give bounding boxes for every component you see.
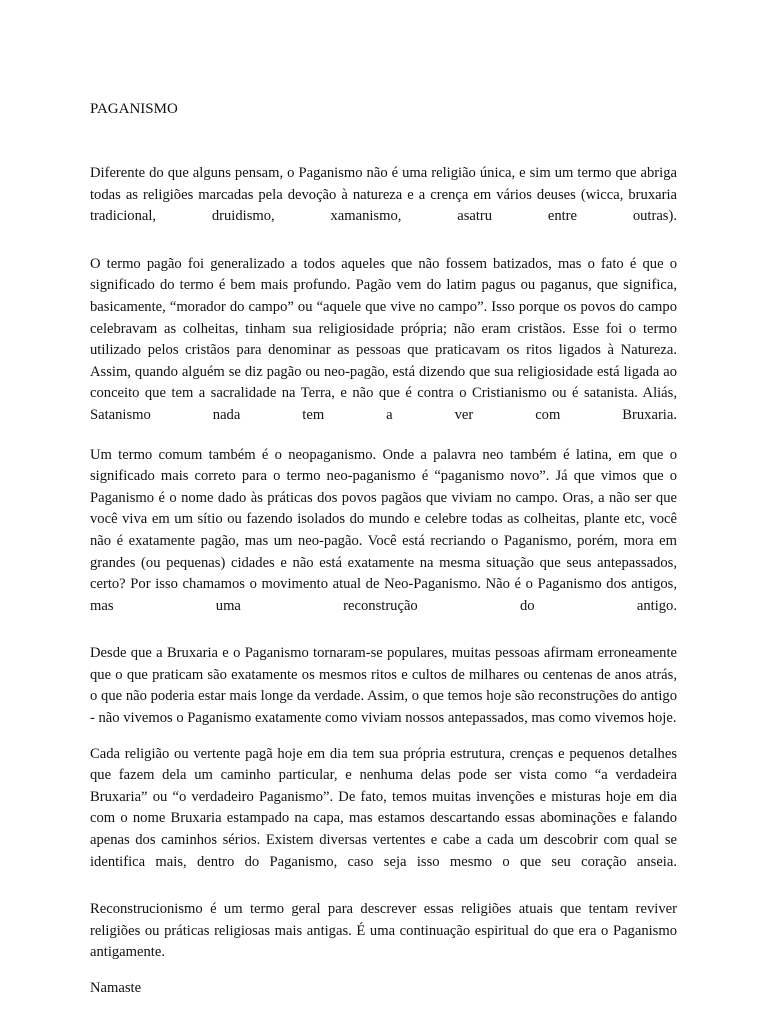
paragraph-bruxaria-popular: Desde que a Bruxaria e o Paganismo tornaram-se populares, muitas pessoas afirmam erroneamente que o que praticam são exatamente os mesmos ritos e cultos de milhares ou centenas de anos atrás, o que não poderia estar mais longe da verdade. Assim, o que temos hoje são reconstruções do antigo - não vivemos o Paganismo exatamente como viviam nossos antepassados, mas como vivemos hoje. <box>90 645 677 727</box>
paragraph-reconstrucionismo: Reconstrucionismo é um termo geral para descrever essas religiões atuais que tentam reviver religiões ou práticas religiosas mais antigas. É uma continuação espiritual do que era o Paganismo antigamente. <box>90 901 677 961</box>
paragraph-intro: Diferente do que alguns pensam, o Paganismo não é uma religião única, e sim um termo que abriga todas as religiões marcadas pela devoção à natureza e a crença em vários deuses (wicca, bruxaria tradicional, druidismo, xamanismo, asatru entre outras). <box>90 165 677 225</box>
document-title: PAGANISMO <box>90 101 178 117</box>
paragraph-vertentes: Cada religião ou vertente pagã hoje em dia tem sua própria estrutura, crenças e pequenos detalhes que fazem dela um caminho particular, e nenhuma delas pode ser vista como “a verdadeira Bruxaria” ou “o verdadeiro Paganismo”. De fato, temos muitas invenções e misturas hoje em dia com o nome Bruxaria estampado na capa, mas estamos descartando essas abominações e falando apenas dos caminhos sérios. Existem diversas vertentes e cabe a cada um descobrir com qual se identifica mais, dentro do Paganismo, caso seja isso mesmo o que seu coração anseia. <box>90 745 677 870</box>
paragraph-closing: Namaste <box>90 980 142 996</box>
paragraph-neopaganismo: Um termo comum também é o neopaganismo. Onde a palavra neo também é latina, em que o significado mais correto para o termo neo-paganismo é “paganismo novo”. Já que vimos que o Paganismo é o nome dado às práticas dos povos pagãos que viviam no campo. Oras, a não ser que você viva em um sítio ou fazendo isolados do mundo e celebre todas as colheitas, plante etc, você não é exatamente pagão, mas um neo-pagão. Você está recriando o Paganismo, porém, mora em grandes (ou pequenas) cidades e não está exatamente na mesma situação que seus antepassados, certo? Por isso chamamos o movimento atual de Neo-Paganismo. Não é o Paganismo dos antigos, mas uma reconstrução do antigo. <box>90 446 677 614</box>
paragraph-termo-pagao: O termo pagão foi generalizado a todos aqueles que não fossem batizados, mas o fato é que o significado do termo é bem mais profundo. Pagão vem do latim pagus ou paganus, que significa, basicamente, “morador do campo” ou “aquele que vive no campo”. Isso porque os povos do campo celebravam as colheitas, tinham sua religiosidade própria; não eram cristãos. Esse foi o termo utilizado pelos cristãos para denominar as pessoas que praticavam os ritos ligados à Natureza. Assim, quando alguém se diz pagão ou neo-pagão, está dizendo que sua religiosidade está ligada ao conceito que tem a sacralidade na Terra, e não que é contra o Cristianismo ou é satanista. Aliás, Satanismo nada tem a ver com Bruxaria. <box>90 255 677 423</box>
